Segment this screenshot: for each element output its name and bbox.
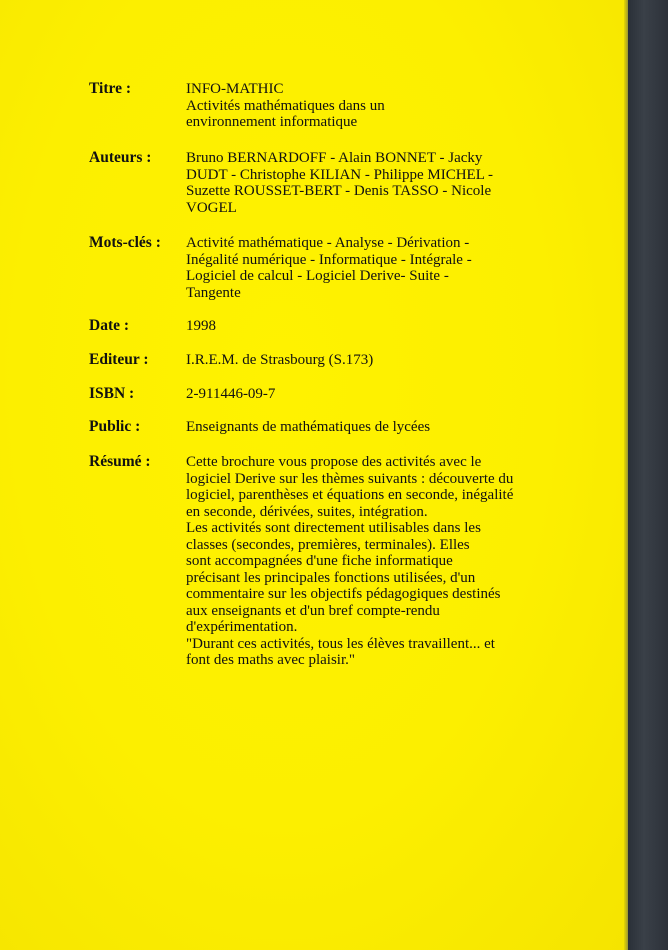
mots-cles-line: Logiciel de calcul - Logiciel Derive- Suite -	[186, 268, 449, 284]
field-label-editeur: Editeur :	[89, 351, 149, 368]
field-value-titre	[186, 81, 526, 131]
titre-line: INFO-MATHIC	[186, 81, 284, 97]
titre-line: environnement informatique	[186, 114, 358, 130]
field-value-editeur	[186, 352, 526, 369]
resume-line: sont accompagnées d'une fiche informatique	[186, 553, 453, 569]
auteurs-line: Suzette ROUSSET-BERT - Denis TASSO - Nicole	[186, 183, 492, 199]
titre-line: Activités mathématiques dans un	[186, 97, 385, 114]
resume-line: font des maths avec plaisir."	[186, 652, 355, 668]
scan-smudge	[340, 706, 400, 716]
resume-line: Cette brochure vous propose des activités avec le	[186, 454, 482, 470]
resume-line: commentaire sur les objectifs pédagogiques destinés	[186, 586, 501, 602]
mots-cles-line: Tangente	[186, 284, 241, 301]
resume-line: en seconde, dérivées, suites, intégration.	[186, 503, 428, 520]
resume-line: logiciel, parenthèses et équations en seconde, inégalité	[186, 487, 514, 503]
field-label-titre: Titre :	[89, 80, 132, 97]
editeur-value: I.R.E.M. de Strasbourg (S.173)	[186, 352, 374, 368]
book-spine	[628, 0, 668, 950]
date-value: 1998	[186, 318, 216, 334]
field-value-mots-cles	[186, 235, 526, 301]
resume-line: logiciel Derive sur les thèmes suivants : découverte du	[186, 470, 514, 487]
resume-line: "Durant ces activités, tous les élèves travaillent... et	[186, 635, 495, 652]
field-label-date: Date :	[89, 317, 130, 334]
auteurs-line: VOGEL	[186, 199, 237, 216]
field-label-auteurs: Auteurs :	[89, 149, 152, 166]
resume-line: classes (secondes, premières, terminales). Elles	[186, 536, 470, 553]
auteurs-line: DUDT - Christophe KILIAN - Philippe MICHEL -	[186, 166, 494, 183]
public-value: Enseignants de mathématiques de lycées	[186, 419, 431, 435]
field-label-public: Public :	[89, 418, 141, 435]
field-value-auteurs	[186, 150, 526, 216]
resume-line: précisant les principales fonctions utilisées, d'un	[186, 569, 476, 586]
field-value-resume	[186, 454, 566, 669]
field-value-date	[186, 318, 526, 335]
field-label-resume: Résumé :	[89, 453, 151, 470]
field-label-mots-cles: Mots-clés :	[89, 234, 161, 251]
field-value-public	[186, 419, 526, 436]
resume-line: d'expérimentation.	[186, 619, 298, 635]
mots-cles-line: Activité mathématique - Analyse - Dérivation -	[186, 235, 470, 251]
mots-cles-line: Inégalité numérique - Informatique - Intégrale -	[186, 251, 472, 268]
isbn-value: 2-911446-09-7	[186, 386, 276, 402]
field-label-isbn: ISBN :	[89, 385, 135, 402]
field-value-isbn	[186, 386, 526, 403]
auteurs-line: Bruno BERNARDOFF - Alain BONNET - Jacky	[186, 150, 483, 166]
resume-line: aux enseignants et d'un bref compte-rendu	[186, 602, 440, 619]
resume-line: Les activités sont directement utilisables dans les	[186, 520, 481, 536]
